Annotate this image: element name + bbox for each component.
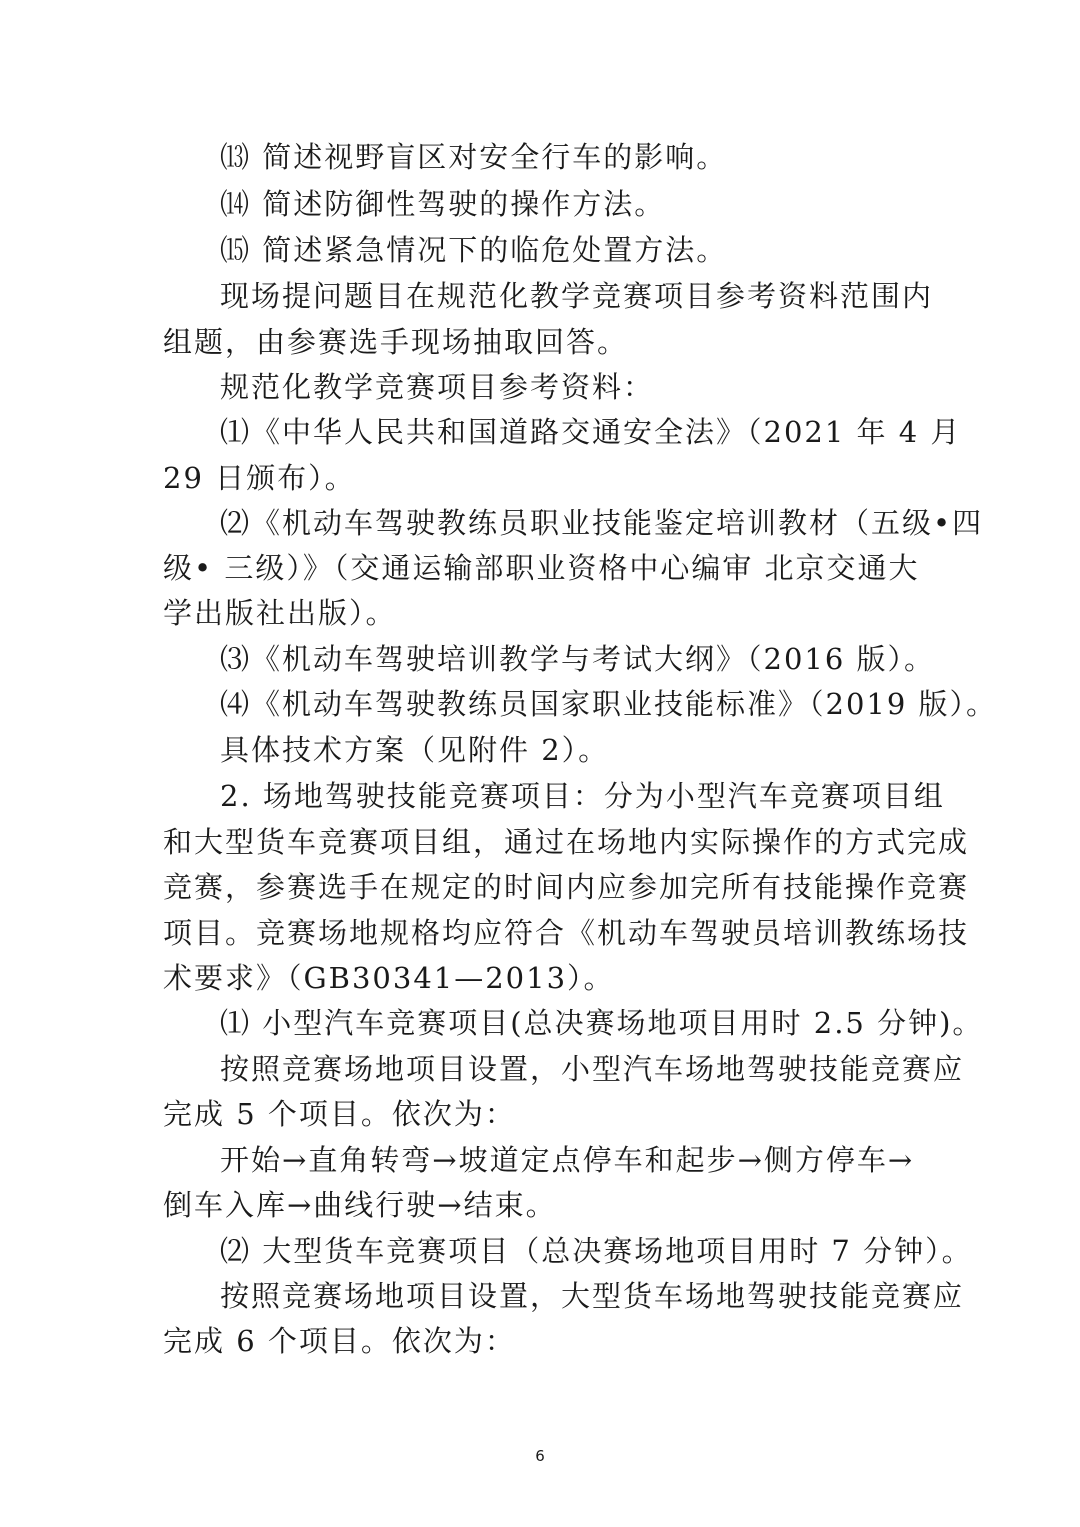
reference-item-2-continued: 级• 三级）》（交通运输部职业资格中心编审 北京交通大 — [163, 551, 920, 585]
paragraph-line: 竞赛，参赛选手在规定的时间内应参加完所有技能操作竞赛 — [163, 870, 970, 904]
paragraph-line: 具体技术方案（见附件 2）。 — [220, 733, 610, 767]
reference-item-1-continued: 29 日颁布）。 — [163, 461, 356, 495]
section-heading: 2. 场地驾驶技能竞赛项目：分为小型汽车竞赛项目组 — [220, 779, 945, 813]
reference-item-1: ⑴《中华人民共和国道路交通安全法》（2021 年 4 月 — [220, 415, 962, 449]
sequence-line: 开始→直角转弯→坡道定点停车和起步→侧方停车→ — [220, 1143, 915, 1177]
paragraph-line: 现场提问题目在规范化教学竞赛项目参考资料范围内 — [220, 279, 934, 313]
list-item-15: ⒂ 简述紧急情况下的临危处置方法。 — [220, 233, 728, 267]
reference-item-2: ⑵《机动车驾驶教练员职业技能鉴定培训教材（五级•四 — [220, 506, 984, 540]
reference-item-2-continued: 学出版社出版）。 — [163, 596, 397, 630]
sequence-line: 倒车入库→曲线行驶→结束。 — [163, 1188, 557, 1222]
list-item-13: ⒀ 简述视野盲区对安全行车的影响。 — [220, 140, 728, 174]
reference-item-4: ⑷《机动车驾驶教练员国家职业技能标准》（2019 版）。 — [220, 687, 998, 721]
paragraph-line: 项目。竞赛场地规格均应符合《机动车驾驶员培训教练场技 — [163, 916, 970, 950]
competition-item-large-truck: ⑵ 大型货车竞赛项目（总决赛场地项目用时 7 分钟）。 — [220, 1234, 973, 1268]
section-heading: 规范化教学竞赛项目参考资料： — [220, 370, 655, 404]
paragraph-line: 完成 6 个项目。依次为： — [163, 1324, 516, 1358]
paragraph-line: 按照竞赛场地项目设置，大型货车场地驾驶技能竞赛应 — [220, 1279, 965, 1313]
paragraph-line: 术要求》（GB30341—2013）。 — [163, 961, 615, 995]
paragraph-line: 完成 5 个项目。依次为： — [163, 1097, 516, 1131]
paragraph-line: 按照竞赛场地项目设置，小型汽车场地驾驶技能竞赛应 — [220, 1052, 965, 1086]
list-item-14: ⒁ 简述防御性驾驶的操作方法。 — [220, 187, 666, 221]
paragraph-line: 和大型货车竞赛项目组，通过在场地内实际操作的方式完成 — [163, 825, 970, 859]
paragraph-line: 组题，由参赛选手现场抽取回答。 — [163, 325, 629, 359]
competition-item-small-car: ⑴ 小型汽车竞赛项目(总决赛场地项目用时 2.5 分钟)。 — [220, 1006, 984, 1040]
page-number: 6 — [535, 1447, 545, 1465]
reference-item-3: ⑶《机动车驾驶培训教学与考试大纲》（2016 版）。 — [220, 642, 936, 676]
